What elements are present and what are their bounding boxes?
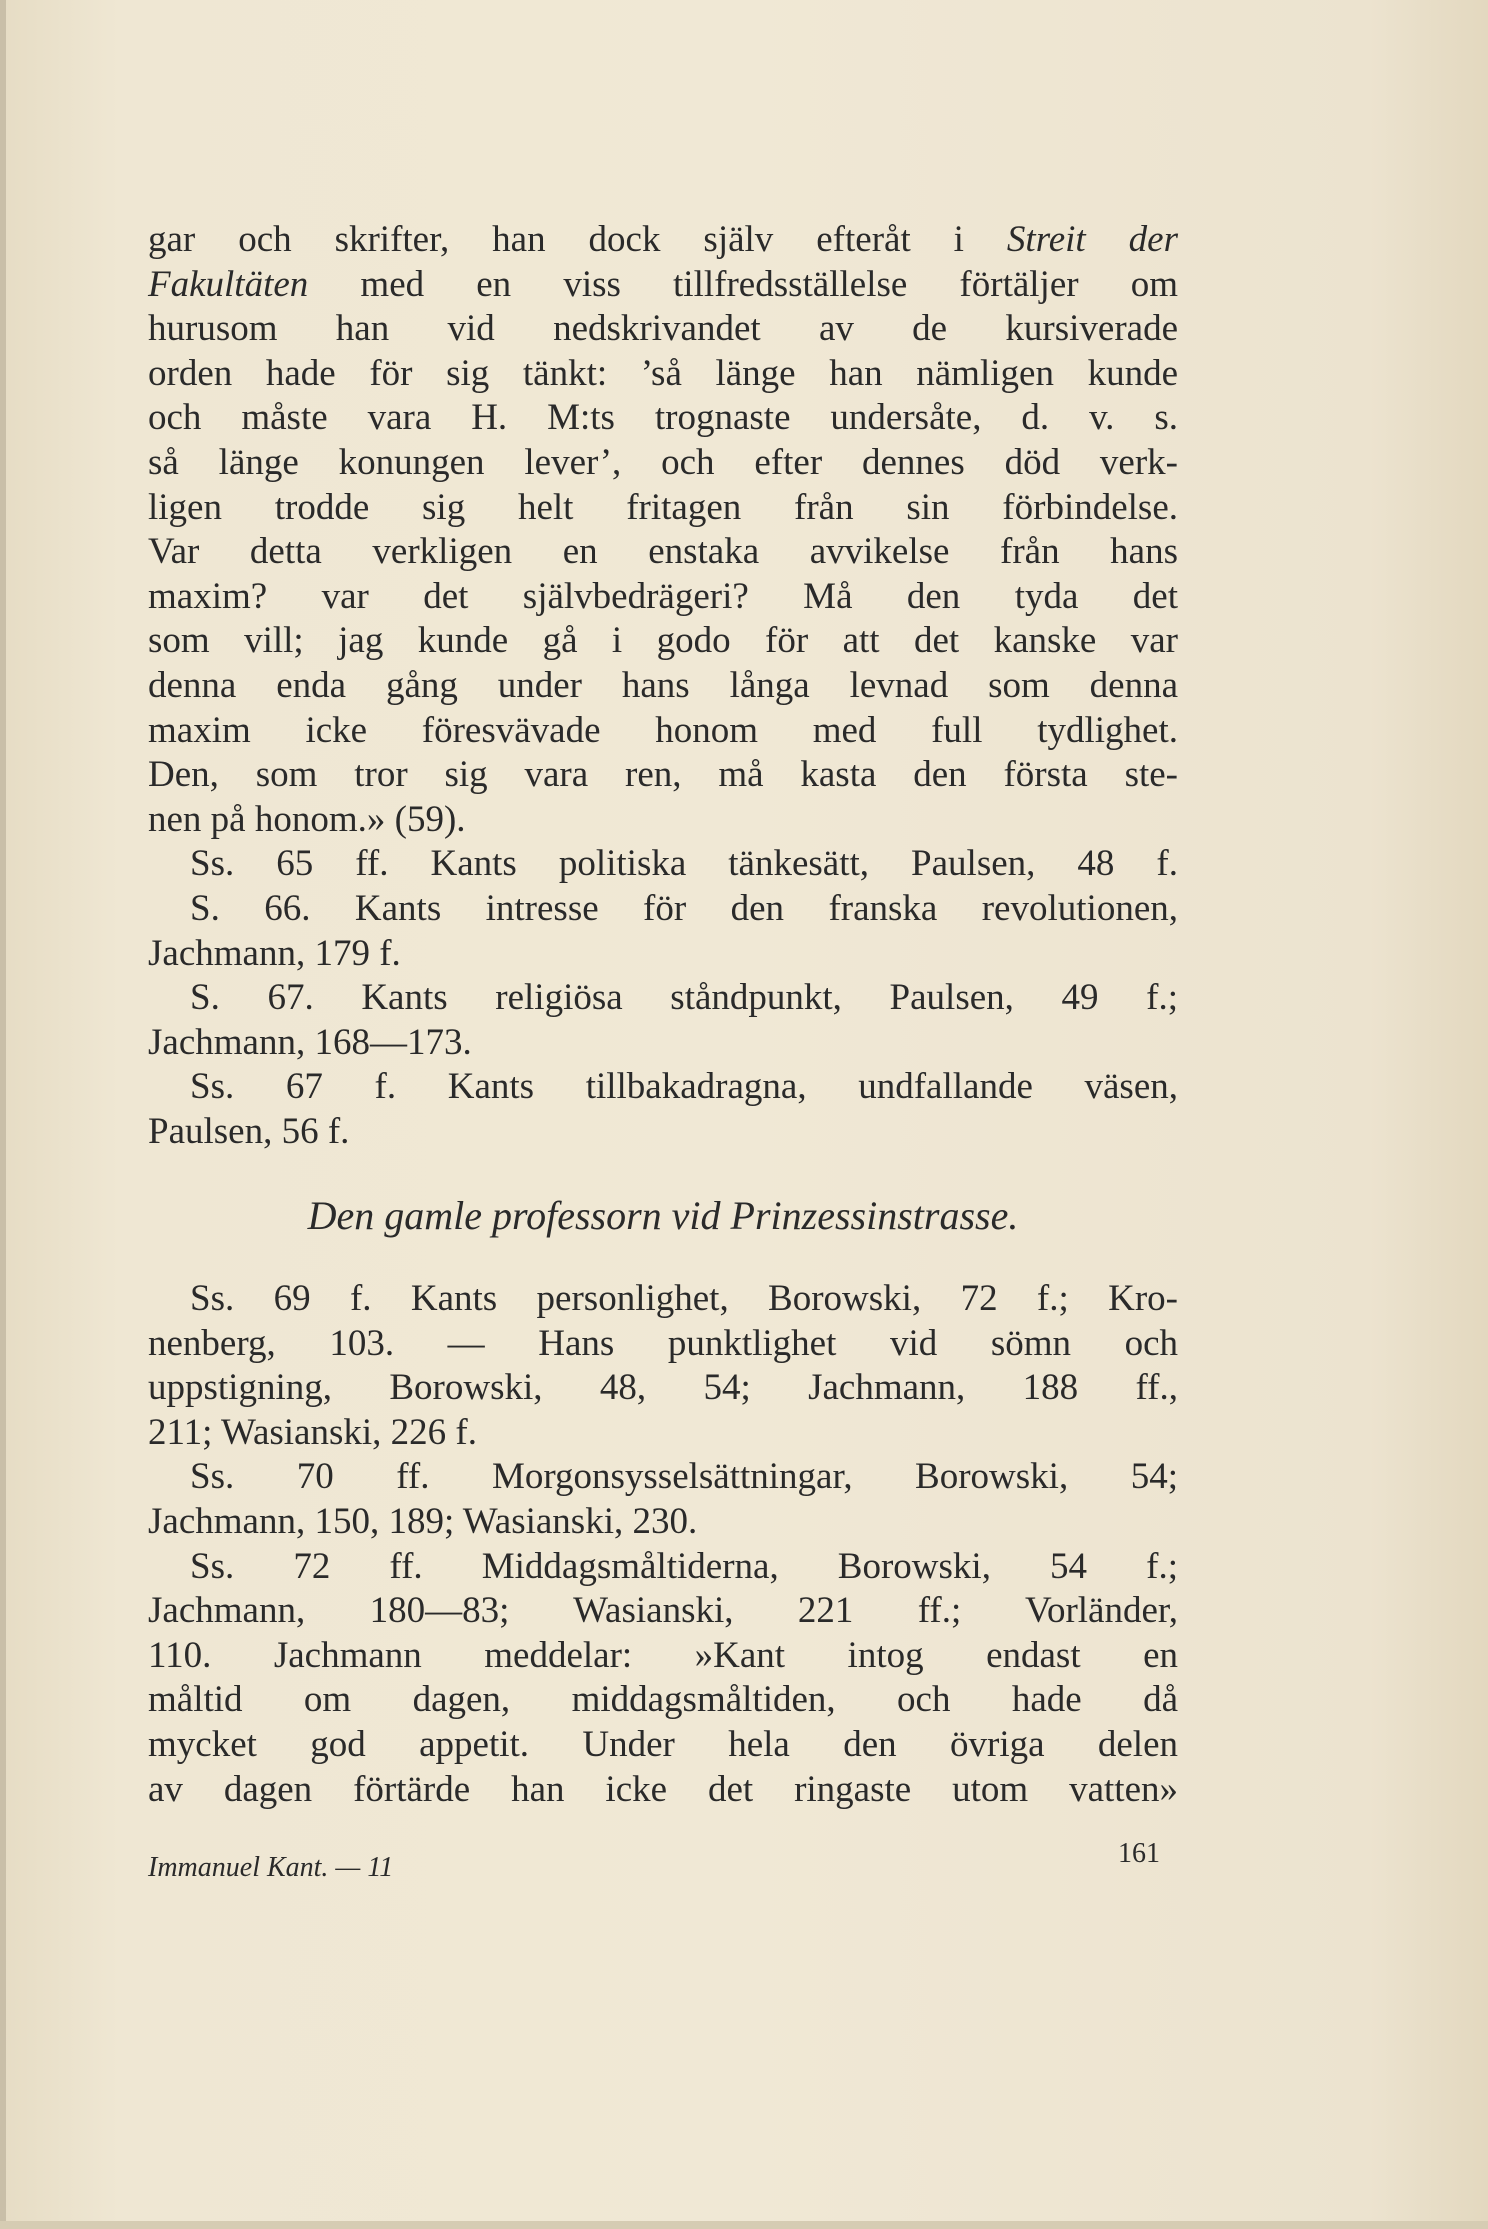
line-text: Den, som tror sig vara ren, må kasta den första ste- [148, 754, 1178, 796]
text-line [148, 1589, 1178, 1634]
page-number: 161 [1118, 1838, 1160, 1869]
text-line [148, 1411, 1178, 1456]
line-text: hurusom han vid nedskrivandet av de kursiverade [148, 308, 1178, 350]
line-text: måltid om dagen, middagsmåltiden, och hade då [148, 1679, 1178, 1721]
italic-text: Fakultäten [148, 263, 309, 305]
page-body [148, 218, 1178, 1812]
text-line [148, 263, 1178, 308]
body-section-top [148, 218, 1178, 1154]
text-line [148, 1110, 1178, 1155]
text-line [148, 218, 1178, 263]
line-text: gar och skrifter, han dock själv efteråt i [148, 219, 1007, 260]
line-text: Var detta verkligen en enstaka avvikelse från hans [148, 531, 1178, 573]
line-text: nenberg, 103. — Hans punktlighet vid sömn och [148, 1322, 1178, 1364]
line-text: och måste vara H. M:ts trognaste undersåte, d. v. s. [148, 397, 1178, 439]
text-line [148, 441, 1178, 486]
text-line [148, 1277, 1178, 1322]
text-line [148, 1634, 1178, 1679]
line-text: denna enda gång under hans långa levnad som denna [148, 664, 1178, 706]
line-text: Ss. 67 f. Kants tillbakadragna, undfallande väsen, [190, 1066, 1178, 1108]
line-text: S. 66. Kants intresse för den franska revolutionen, [190, 887, 1178, 929]
line-text: som vill; jag kunde gå i godo för att det kanske var [148, 620, 1178, 662]
line-text: så länge konungen lever’, och efter dennes död verk- [148, 441, 1178, 483]
text-line [148, 486, 1178, 531]
line-text: maxim? var det självbedrägeri? Må den tyda det [148, 575, 1178, 617]
line-text: Ss. 72 ff. Middagsmåltiderna, Borowski, 54 f.; [190, 1545, 1178, 1587]
text-line [148, 530, 1178, 575]
italic-text: Streit der [1006, 219, 1178, 260]
line-text: S. 67. Kants religiösa ståndpunkt, Paulsen, 49 f.; [190, 977, 1178, 1019]
text-line [148, 396, 1178, 441]
line-text: Jachmann, 179 f. [148, 932, 401, 974]
page-edge-bottom [0, 2221, 1488, 2229]
text-line [148, 1500, 1178, 1545]
text-line [148, 842, 1178, 887]
line-text: Ss. 69 f. Kants personlighet, Borowski, 72 f.; Kro- [190, 1278, 1178, 1320]
line-text: 211; Wasianski, 226 f. [148, 1411, 477, 1453]
line-text: maxim icke föresvävade honom med full tydlighet. [148, 709, 1178, 751]
text-line [148, 1322, 1178, 1367]
section-heading: Den gamle professorn vid Prinzessinstrasse. [307, 1193, 1019, 1239]
text-line [148, 1366, 1178, 1411]
body-section-bottom [148, 1277, 1178, 1812]
text-line [148, 976, 1178, 1021]
line-text: Jachmann, 150, 189; Wasianski, 230. [148, 1501, 698, 1543]
text-line [148, 575, 1178, 620]
text-line [148, 1678, 1178, 1723]
line-text: med en viss tillfredsställelse förtäljer om [308, 263, 1178, 305]
line-text: nen på honom.» (59). [148, 798, 466, 840]
text-line [148, 1768, 1178, 1813]
text-line [148, 307, 1178, 352]
text-line [148, 1021, 1178, 1066]
page-edge-left [0, 0, 6, 2229]
line-text: Jachmann, 168—173. [148, 1021, 472, 1063]
text-line [148, 709, 1178, 754]
line-text: 110. Jachmann meddelar: »Kant intog endast en [148, 1634, 1178, 1676]
text-line [148, 1455, 1178, 1500]
line-text: Paulsen, 56 f. [148, 1110, 350, 1152]
signature-mark: Immanuel Kant. — 11 [148, 1852, 394, 1883]
text-line [148, 753, 1178, 798]
text-line [148, 619, 1178, 664]
text-line [148, 664, 1178, 709]
text-line [148, 1545, 1178, 1590]
text-line [148, 887, 1178, 932]
line-text: Ss. 65 ff. Kants politiska tänkesätt, Paulsen, 48 f. [190, 843, 1178, 885]
text-line [148, 932, 1178, 977]
text-line [148, 798, 1178, 843]
text-line [148, 1065, 1178, 1110]
line-text: mycket god appetit. Under hela den övriga delen [148, 1724, 1178, 1765]
line-text: av dagen förtärde han icke det ringaste utom vatten» [148, 1768, 1178, 1810]
line-text: Ss. 70 ff. Morgonsysselsättningar, Borowski, 54; [190, 1456, 1178, 1498]
line-text: orden hade för sig tänkt: ’så länge han nämligen kunde [148, 352, 1178, 394]
text-line [148, 352, 1178, 397]
line-text: Jachmann, 180—83; Wasianski, 221 ff.; Vorländer, [148, 1590, 1178, 1632]
line-text: ligen trodde sig helt fritagen från sin förbindelse. [148, 486, 1178, 528]
line-text: uppstigning, Borowski, 48, 54; Jachmann, 188 ff., [148, 1367, 1178, 1409]
text-line [148, 1723, 1178, 1768]
